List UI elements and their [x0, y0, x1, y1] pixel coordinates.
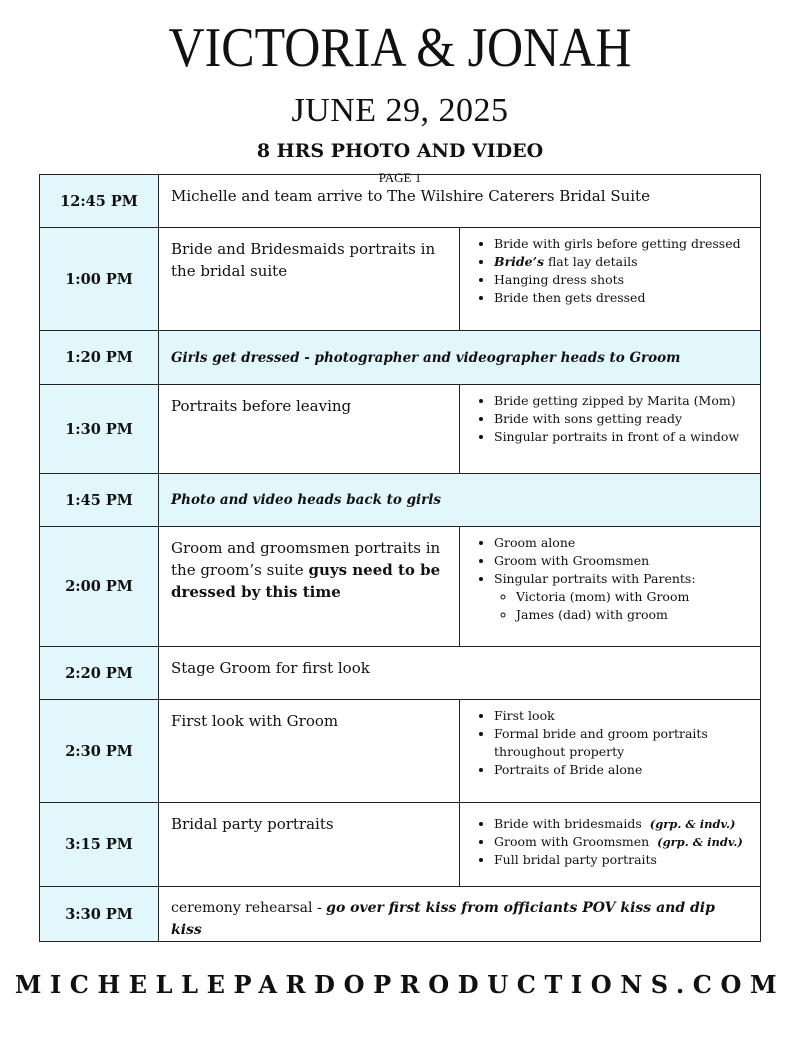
schedule-row — [40, 887, 761, 942]
activity-cell: Michelle and team arrive to The Wilshire Caterers Bridal Suite — [159, 175, 761, 228]
page-number: PAGE 1 — [378, 170, 422, 185]
activity-cell: Groom and groomsmen portraits in the groom’s suite guys need to be dressed by this time — [159, 527, 460, 647]
detail-item: • Portraits of Bride alone — [494, 761, 752, 779]
activity-cell: Bride and Bridesmaids portraits in the bridal suite — [159, 228, 460, 331]
sub-detail-item: ◦ James (dad) with groom — [516, 606, 752, 624]
time-cell: 2:30 PM — [40, 700, 159, 803]
detail-item: • Singular portraits with Parents: ◦ Victoria (mom) with Groom ◦ James (dad) with groom — [494, 570, 752, 624]
detail-item: • First look — [494, 707, 752, 725]
time-cell: 12:45 PM — [40, 175, 159, 228]
activity-cell: Photo and video heads back to girls — [159, 474, 761, 527]
website-footer: MICHELLEPARDOPRODUCTIONS.COM — [14, 970, 786, 999]
details-cell — [460, 228, 761, 331]
activity-cell: Portraits before leaving — [159, 385, 460, 474]
time-cell: 3:30 PM — [40, 887, 159, 942]
schedule-row — [40, 175, 761, 228]
activity-cell: First look with Groom — [159, 700, 460, 803]
schedule-row — [40, 803, 761, 887]
detail-item: • Bride’s flat lay details — [494, 253, 752, 271]
detail-item: • Bride then gets dressed — [494, 289, 752, 307]
schedule-row — [40, 385, 761, 474]
time-cell: 2:00 PM — [40, 527, 159, 647]
time-cell: 2:20 PM — [40, 647, 159, 700]
couple-names-title: VICTORIA & JONAH — [168, 15, 632, 79]
details-cell — [460, 385, 761, 474]
time-cell: 1:20 PM — [40, 331, 159, 385]
sub-detail-item: ◦ Victoria (mom) with Groom — [516, 588, 752, 606]
time-cell: 3:15 PM — [40, 803, 159, 887]
schedule-row — [40, 474, 761, 527]
activity-cell: Stage Groom for first look — [159, 647, 761, 700]
detail-item: • Bride with girls before getting dressed — [494, 235, 752, 253]
schedule-row — [40, 228, 761, 331]
time-cell: 1:30 PM — [40, 385, 159, 474]
schedule-row — [40, 331, 761, 385]
schedule-table — [39, 174, 761, 942]
detail-item: • Bride with sons getting ready — [494, 410, 752, 428]
detail-item: • Full bridal party portraits — [494, 851, 752, 869]
detail-item: • Formal bride and groom portraits throughout property — [494, 725, 752, 761]
detail-item: • Hanging dress shots — [494, 271, 752, 289]
activity-cell: Girls get dressed - photographer and videographer heads to Groom — [159, 331, 761, 385]
detail-item: • Groom alone — [494, 534, 752, 552]
detail-item: • Groom with Groomsmen (grp. & indv.) — [494, 833, 752, 851]
detail-item: • Bride getting zipped by Marita (Mom) — [494, 392, 752, 410]
event-date: JUNE 29, 2025 — [291, 92, 509, 129]
schedule-row — [40, 647, 761, 700]
package-subtitle: 8 HRS PHOTO AND VIDEO — [256, 140, 544, 162]
activity-cell: ceremony rehearsal - go over first kiss from officiants POV kiss and dip kiss — [159, 887, 761, 942]
details-cell — [460, 527, 761, 647]
document-header — [0, 15, 800, 186]
time-cell: 1:00 PM — [40, 228, 159, 331]
time-cell: 1:45 PM — [40, 474, 159, 527]
detail-item: • Bride with bridesmaids (grp. & indv.) — [494, 815, 752, 833]
schedule-row — [40, 700, 761, 803]
details-cell — [460, 700, 761, 803]
activity-cell: Bridal party portraits — [159, 803, 460, 887]
detail-item: • Singular portraits in front of a window — [494, 428, 752, 446]
schedule-row — [40, 527, 761, 647]
detail-item: • Groom with Groomsmen — [494, 552, 752, 570]
details-cell — [460, 803, 761, 887]
